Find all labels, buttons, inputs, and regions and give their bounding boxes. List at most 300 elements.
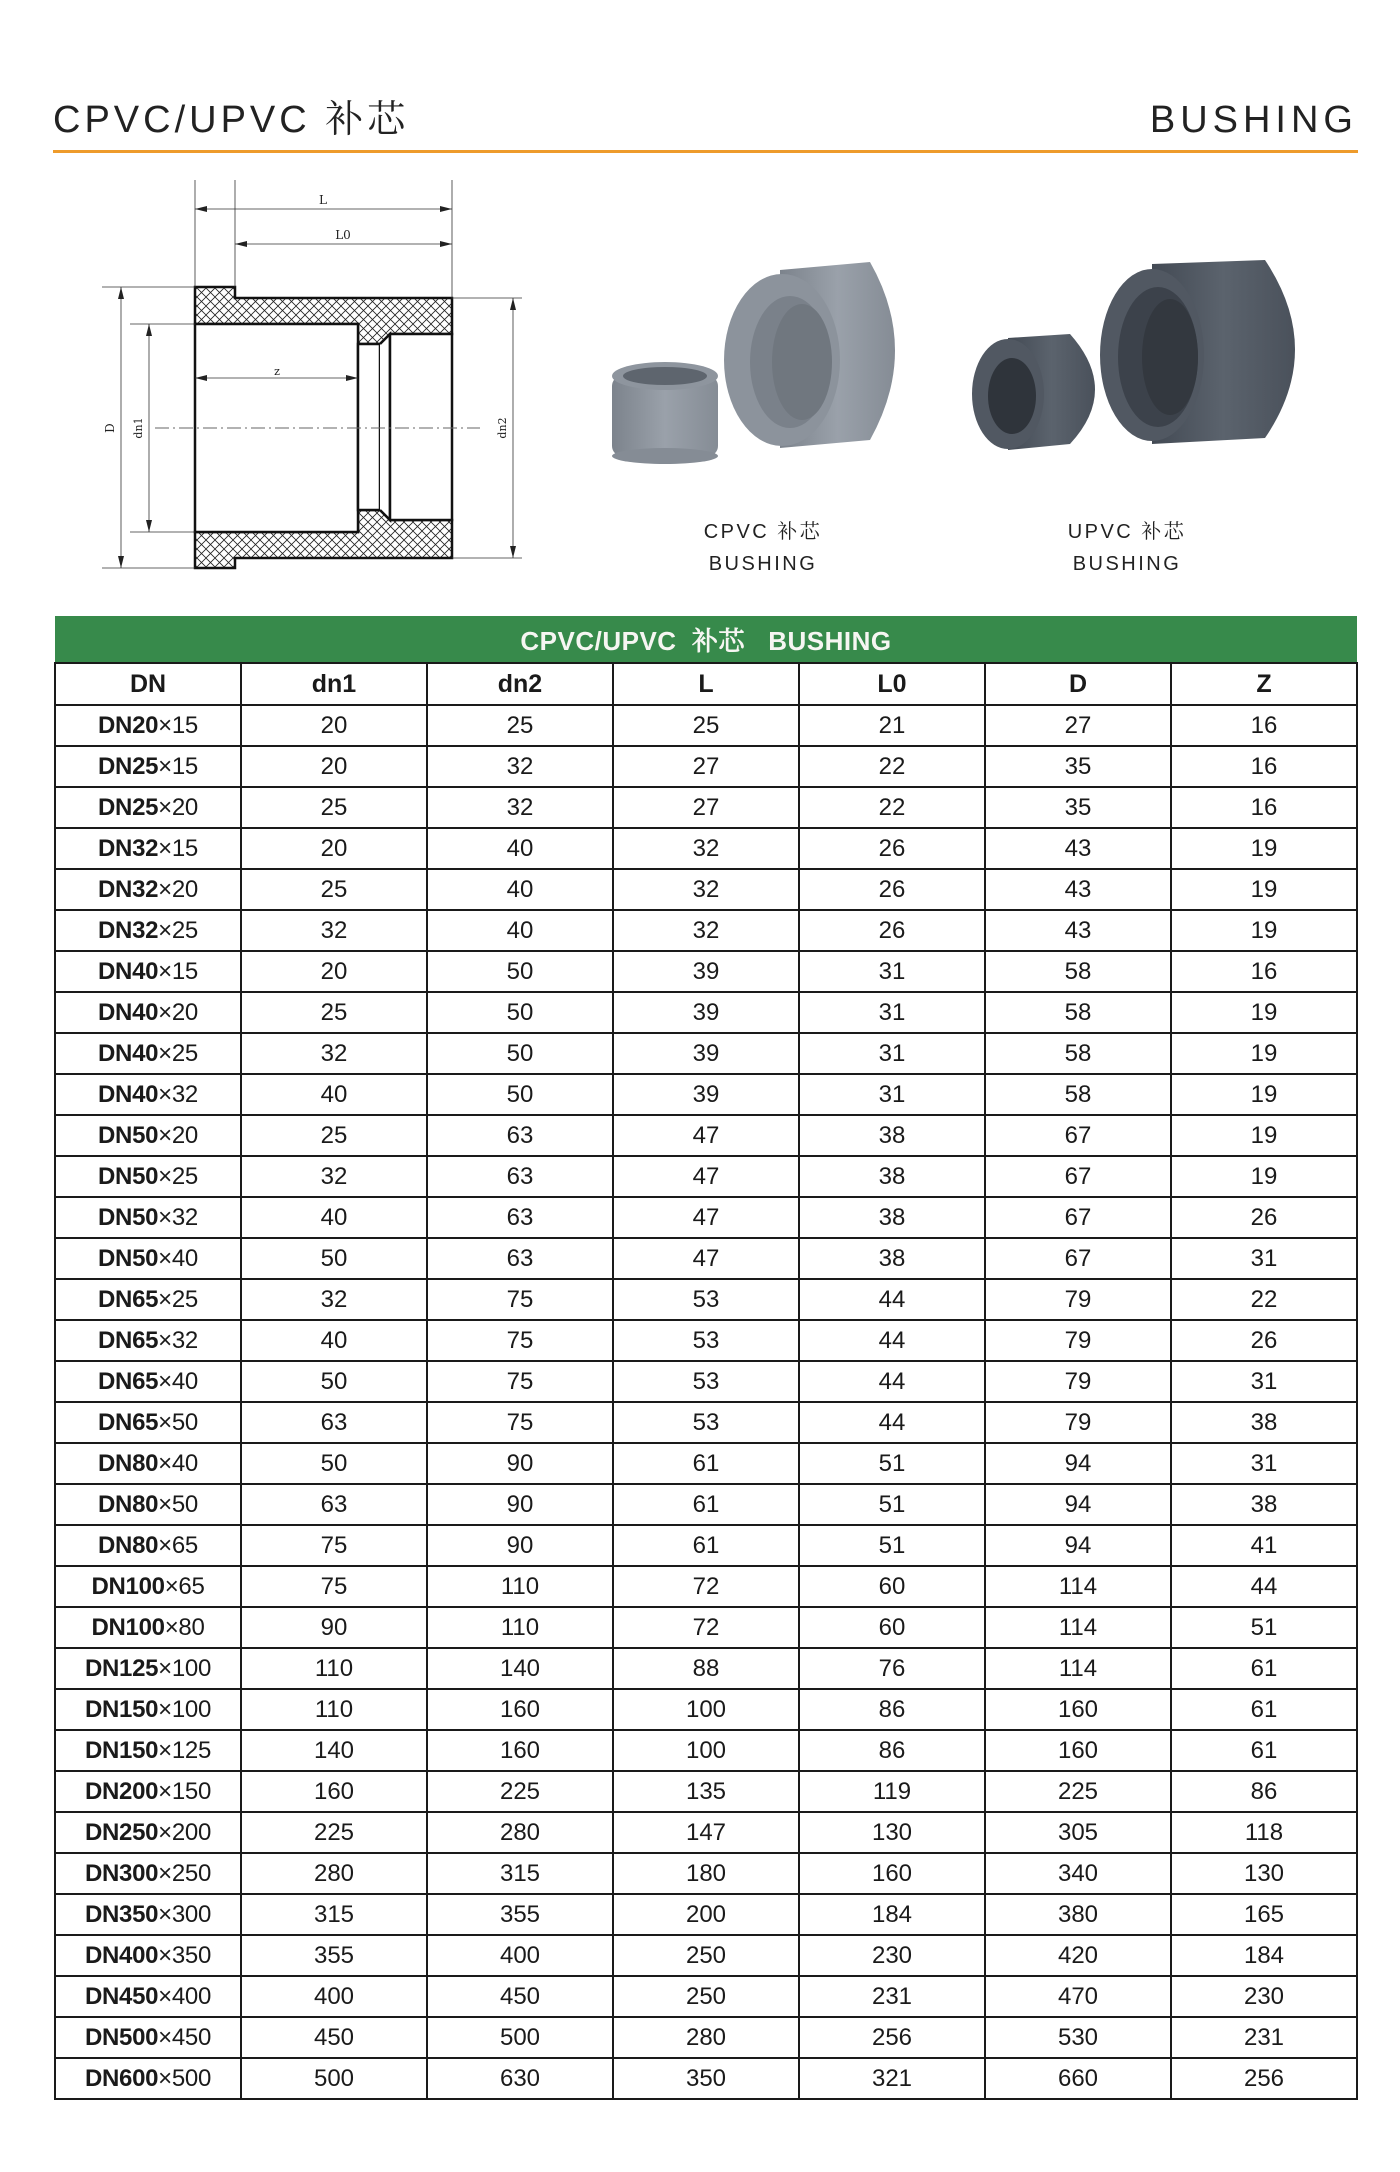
bore-chamfer bbox=[380, 334, 390, 520]
cell-z: 19 bbox=[1171, 828, 1357, 869]
page-title: CPVC/UPVC 补芯 bbox=[53, 99, 410, 141]
table-row bbox=[55, 869, 1357, 910]
dn-major: DN80 bbox=[98, 1531, 159, 1559]
upvc-caption-name-en: BUSHING bbox=[1072, 553, 1182, 575]
cell-l0: 26 bbox=[799, 828, 985, 869]
cell-z: 16 bbox=[1171, 787, 1357, 828]
cell-d: 58 bbox=[985, 951, 1171, 992]
cell-dn bbox=[55, 1525, 241, 1566]
dn-major: DN100 bbox=[91, 1572, 165, 1600]
cell-dn1: 75 bbox=[241, 1525, 427, 1566]
bushing-section-drawing bbox=[80, 180, 540, 580]
cell-dn1: 25 bbox=[241, 787, 427, 828]
table-row bbox=[55, 746, 1357, 787]
cell-dn2: 50 bbox=[427, 1033, 613, 1074]
cell-l: 135 bbox=[613, 1771, 799, 1812]
cell-l0: 44 bbox=[799, 1402, 985, 1443]
cell-dn1: 20 bbox=[241, 951, 427, 992]
upvc-large-bushing-image bbox=[1100, 260, 1295, 444]
dn-major: DN25 bbox=[98, 752, 159, 780]
dn-minor: ×32 bbox=[158, 1203, 198, 1231]
cell-dn2: 75 bbox=[427, 1320, 613, 1361]
cell-z: 19 bbox=[1171, 1033, 1357, 1074]
cell-d: 94 bbox=[985, 1443, 1171, 1484]
dn-minor: ×80 bbox=[164, 1613, 205, 1641]
cell-dn2: 630 bbox=[427, 2058, 613, 2099]
cell-d: 160 bbox=[985, 1689, 1171, 1730]
dn-major: DN80 bbox=[98, 1490, 159, 1518]
column-header-l0: L0 bbox=[799, 663, 985, 705]
dn-minor: ×300 bbox=[158, 1900, 212, 1928]
cell-dn1: 50 bbox=[241, 1238, 427, 1279]
cell-dn1: 75 bbox=[241, 1566, 427, 1607]
table-row bbox=[55, 1279, 1357, 1320]
dn-major: DN500 bbox=[84, 2023, 159, 2051]
table-row bbox=[55, 1771, 1357, 1812]
cell-dn1: 25 bbox=[241, 992, 427, 1033]
cell-l: 350 bbox=[613, 2058, 799, 2099]
dn-major: DN50 bbox=[98, 1162, 159, 1190]
dn-minor: ×25 bbox=[158, 1039, 198, 1067]
cell-dn2: 90 bbox=[427, 1525, 613, 1566]
cell-l: 47 bbox=[613, 1115, 799, 1156]
cell-l0: 26 bbox=[799, 869, 985, 910]
cell-dn2: 355 bbox=[427, 1894, 613, 1935]
cell-d: 67 bbox=[985, 1115, 1171, 1156]
cell-dn bbox=[55, 1033, 241, 1074]
dn-major: DN65 bbox=[98, 1285, 159, 1313]
title-divider bbox=[53, 150, 1358, 153]
cell-l: 39 bbox=[613, 951, 799, 992]
cell-dn bbox=[55, 1238, 241, 1279]
bore-step bbox=[358, 344, 380, 510]
table-row bbox=[55, 1853, 1357, 1894]
cell-d: 305 bbox=[985, 1812, 1171, 1853]
cell-dn1: 140 bbox=[241, 1730, 427, 1771]
cell-l0: 321 bbox=[799, 2058, 985, 2099]
cell-l: 72 bbox=[613, 1607, 799, 1648]
dn-major: DN65 bbox=[98, 1326, 159, 1354]
table-row bbox=[55, 1812, 1357, 1853]
cell-l: 200 bbox=[613, 1894, 799, 1935]
cell-dn2: 90 bbox=[427, 1443, 613, 1484]
cell-dn1: 32 bbox=[241, 910, 427, 951]
cell-z: 16 bbox=[1171, 951, 1357, 992]
cell-dn1: 20 bbox=[241, 828, 427, 869]
cell-dn1: 50 bbox=[241, 1361, 427, 1402]
cell-dn bbox=[55, 1976, 241, 2017]
dn-minor: ×100 bbox=[158, 1654, 212, 1682]
cell-d: 660 bbox=[985, 2058, 1171, 2099]
cell-l: 88 bbox=[613, 1648, 799, 1689]
dn-minor: ×65 bbox=[158, 1531, 198, 1559]
dn-minor: ×350 bbox=[158, 1941, 212, 1969]
cell-l0: 119 bbox=[799, 1771, 985, 1812]
cell-d: 114 bbox=[985, 1566, 1171, 1607]
cell-l0: 230 bbox=[799, 1935, 985, 1976]
cell-z: 256 bbox=[1171, 2058, 1357, 2099]
cell-l: 250 bbox=[613, 1935, 799, 1976]
dn-major: DN40 bbox=[98, 957, 159, 985]
cell-dn2: 63 bbox=[427, 1156, 613, 1197]
dn-major: DN50 bbox=[98, 1203, 159, 1231]
dn-major: DN50 bbox=[98, 1244, 159, 1272]
dn-minor: ×25 bbox=[158, 916, 198, 944]
column-header-dn: DN bbox=[55, 663, 241, 705]
upvc-product-caption bbox=[1068, 516, 1187, 580]
cell-l: 100 bbox=[613, 1689, 799, 1730]
dn-minor: ×40 bbox=[158, 1449, 198, 1477]
cell-dn bbox=[55, 1812, 241, 1853]
dn-minor: ×15 bbox=[158, 711, 198, 739]
dn-minor: ×50 bbox=[158, 1408, 198, 1436]
cell-dn bbox=[55, 1566, 241, 1607]
cell-dn1: 500 bbox=[241, 2058, 427, 2099]
cell-l0: 44 bbox=[799, 1320, 985, 1361]
cell-d: 43 bbox=[985, 869, 1171, 910]
cell-l0: 51 bbox=[799, 1525, 985, 1566]
cell-d: 79 bbox=[985, 1402, 1171, 1443]
cell-l: 72 bbox=[613, 1566, 799, 1607]
table-row bbox=[55, 1156, 1357, 1197]
cell-z: 16 bbox=[1171, 705, 1357, 746]
dn-minor: ×125 bbox=[158, 1736, 212, 1764]
cell-l0: 256 bbox=[799, 2017, 985, 2058]
cell-d: 27 bbox=[985, 705, 1171, 746]
dn-major: DN50 bbox=[98, 1121, 159, 1149]
cell-l: 53 bbox=[613, 1402, 799, 1443]
cell-dn2: 160 bbox=[427, 1689, 613, 1730]
cell-dn1: 40 bbox=[241, 1320, 427, 1361]
dn-major: DN200 bbox=[84, 1777, 159, 1805]
dim-label-z: z bbox=[274, 365, 280, 378]
dn-major: DN450 bbox=[84, 1982, 159, 2010]
cell-dn2: 50 bbox=[427, 992, 613, 1033]
cell-l: 250 bbox=[613, 1976, 799, 2017]
dn-minor: ×40 bbox=[158, 1367, 198, 1395]
table-row bbox=[55, 1648, 1357, 1689]
bore-dn2 bbox=[390, 334, 452, 520]
cell-l0: 60 bbox=[799, 1607, 985, 1648]
table-row bbox=[55, 1197, 1357, 1238]
cell-d: 43 bbox=[985, 910, 1171, 951]
cell-dn1: 50 bbox=[241, 1443, 427, 1484]
cell-z: 61 bbox=[1171, 1730, 1357, 1771]
cell-z: 184 bbox=[1171, 1935, 1357, 1976]
cell-l: 147 bbox=[613, 1812, 799, 1853]
table-banner-row bbox=[55, 616, 1357, 663]
cell-dn bbox=[55, 951, 241, 992]
page-title-english: BUSHING bbox=[1149, 99, 1358, 141]
dn-minor: ×20 bbox=[158, 1121, 198, 1149]
column-header-l: L bbox=[613, 663, 799, 705]
cell-dn bbox=[55, 1607, 241, 1648]
table-row bbox=[55, 1566, 1357, 1607]
cpvc-caption-name-en: BUSHING bbox=[708, 553, 818, 575]
cell-z: 31 bbox=[1171, 1443, 1357, 1484]
cell-l: 61 bbox=[613, 1525, 799, 1566]
cell-z: 165 bbox=[1171, 1894, 1357, 1935]
cpvc-caption-name: CPVC 补芯 bbox=[703, 521, 823, 543]
dim-label-D: D bbox=[103, 423, 117, 433]
cell-dn bbox=[55, 1894, 241, 1935]
cell-l: 53 bbox=[613, 1320, 799, 1361]
cell-d: 67 bbox=[985, 1238, 1171, 1279]
cell-dn1: 110 bbox=[241, 1689, 427, 1730]
cell-d: 58 bbox=[985, 1074, 1171, 1115]
cell-dn bbox=[55, 1771, 241, 1812]
cell-l0: 231 bbox=[799, 1976, 985, 2017]
cell-d: 79 bbox=[985, 1320, 1171, 1361]
table-row bbox=[55, 1443, 1357, 1484]
dn-minor: ×65 bbox=[164, 1572, 205, 1600]
cell-dn1: 450 bbox=[241, 2017, 427, 2058]
table-row bbox=[55, 1935, 1357, 1976]
upvc-caption-name: UPVC 补芯 bbox=[1067, 521, 1187, 543]
cell-d: 470 bbox=[985, 1976, 1171, 2017]
cell-dn2: 50 bbox=[427, 951, 613, 992]
dn-major: DN150 bbox=[84, 1736, 159, 1764]
dim-label-L0: L0 bbox=[335, 228, 351, 242]
cell-z: 44 bbox=[1171, 1566, 1357, 1607]
cell-dn1: 160 bbox=[241, 1771, 427, 1812]
cell-dn1: 280 bbox=[241, 1853, 427, 1894]
cell-dn2: 450 bbox=[427, 1976, 613, 2017]
cell-l: 25 bbox=[613, 705, 799, 746]
column-header-dn1: dn1 bbox=[241, 663, 427, 705]
cell-l0: 38 bbox=[799, 1238, 985, 1279]
dim-label-L: L bbox=[319, 193, 327, 207]
table-row bbox=[55, 1033, 1357, 1074]
dn-minor: ×15 bbox=[158, 834, 198, 862]
cell-dn bbox=[55, 1074, 241, 1115]
cell-l0: 130 bbox=[799, 1812, 985, 1853]
dn-minor: ×100 bbox=[158, 1695, 212, 1723]
cell-l0: 26 bbox=[799, 910, 985, 951]
cell-z: 19 bbox=[1171, 992, 1357, 1033]
table-row bbox=[55, 910, 1357, 951]
table-row bbox=[55, 828, 1357, 869]
cell-dn bbox=[55, 1648, 241, 1689]
dn-major: DN25 bbox=[98, 793, 159, 821]
cell-dn bbox=[55, 2017, 241, 2058]
cell-dn bbox=[55, 869, 241, 910]
cpvc-large-bushing-image bbox=[724, 262, 895, 448]
cell-dn2: 25 bbox=[427, 705, 613, 746]
dn-minor: ×450 bbox=[158, 2023, 212, 2051]
bushing-spec-table bbox=[54, 616, 1358, 2100]
cell-dn bbox=[55, 1935, 241, 1976]
cell-dn2: 75 bbox=[427, 1402, 613, 1443]
cell-l0: 31 bbox=[799, 1033, 985, 1074]
cell-z: 230 bbox=[1171, 1976, 1357, 2017]
dn-minor: ×25 bbox=[158, 1285, 198, 1313]
dn-major: DN32 bbox=[98, 875, 159, 903]
cell-dn1: 20 bbox=[241, 705, 427, 746]
cell-z: 61 bbox=[1171, 1689, 1357, 1730]
dn-minor: ×15 bbox=[158, 752, 198, 780]
cell-l0: 38 bbox=[799, 1197, 985, 1238]
table-row bbox=[55, 1115, 1357, 1156]
column-header-dn2: dn2 bbox=[427, 663, 613, 705]
dn-minor: ×32 bbox=[158, 1326, 198, 1354]
cell-l0: 22 bbox=[799, 787, 985, 828]
cell-l0: 31 bbox=[799, 992, 985, 1033]
cell-z: 51 bbox=[1171, 1607, 1357, 1648]
cell-dn2: 40 bbox=[427, 910, 613, 951]
dn-major: DN40 bbox=[98, 1039, 159, 1067]
cell-dn bbox=[55, 1484, 241, 1525]
cell-l0: 38 bbox=[799, 1156, 985, 1197]
cell-d: 114 bbox=[985, 1648, 1171, 1689]
cell-dn1: 355 bbox=[241, 1935, 427, 1976]
cell-d: 79 bbox=[985, 1361, 1171, 1402]
cell-dn bbox=[55, 1730, 241, 1771]
cell-d: 35 bbox=[985, 787, 1171, 828]
cell-d: 67 bbox=[985, 1156, 1171, 1197]
cell-dn bbox=[55, 1402, 241, 1443]
dn-major: DN150 bbox=[84, 1695, 159, 1723]
dn-major: DN40 bbox=[98, 998, 159, 1026]
dn-minor: ×150 bbox=[158, 1777, 212, 1805]
dn-major: DN400 bbox=[84, 1941, 159, 1969]
cell-dn bbox=[55, 1279, 241, 1320]
dn-major: DN100 bbox=[91, 1613, 165, 1641]
cell-d: 420 bbox=[985, 1935, 1171, 1976]
cell-dn2: 110 bbox=[427, 1566, 613, 1607]
cell-z: 31 bbox=[1171, 1361, 1357, 1402]
cell-dn1: 20 bbox=[241, 746, 427, 787]
cell-d: 79 bbox=[985, 1279, 1171, 1320]
cell-z: 19 bbox=[1171, 1074, 1357, 1115]
dn-minor: ×500 bbox=[158, 2064, 212, 2092]
cell-l: 53 bbox=[613, 1279, 799, 1320]
cell-dn2: 280 bbox=[427, 1812, 613, 1853]
cell-dn bbox=[55, 910, 241, 951]
cell-l0: 184 bbox=[799, 1894, 985, 1935]
cell-dn1: 315 bbox=[241, 1894, 427, 1935]
dn-minor: ×15 bbox=[158, 957, 198, 985]
cell-dn2: 110 bbox=[427, 1607, 613, 1648]
cell-l: 100 bbox=[613, 1730, 799, 1771]
cell-z: 26 bbox=[1171, 1320, 1357, 1361]
dn-minor: ×32 bbox=[158, 1080, 198, 1108]
cell-z: 130 bbox=[1171, 1853, 1357, 1894]
cell-dn1: 32 bbox=[241, 1033, 427, 1074]
upvc-small-bushing-image bbox=[972, 334, 1095, 450]
cell-l0: 44 bbox=[799, 1361, 985, 1402]
cell-z: 26 bbox=[1171, 1197, 1357, 1238]
cell-dn1: 32 bbox=[241, 1156, 427, 1197]
cell-dn bbox=[55, 1689, 241, 1730]
column-header-z: Z bbox=[1171, 663, 1357, 705]
cell-dn1: 110 bbox=[241, 1648, 427, 1689]
table-row bbox=[55, 1894, 1357, 1935]
cell-z: 16 bbox=[1171, 746, 1357, 787]
cell-dn2: 40 bbox=[427, 869, 613, 910]
cell-l: 47 bbox=[613, 1197, 799, 1238]
cell-l0: 86 bbox=[799, 1689, 985, 1730]
cell-l: 47 bbox=[613, 1238, 799, 1279]
cell-dn1: 40 bbox=[241, 1074, 427, 1115]
cell-l: 39 bbox=[613, 1033, 799, 1074]
cell-dn2: 160 bbox=[427, 1730, 613, 1771]
cell-l0: 51 bbox=[799, 1443, 985, 1484]
cell-d: 58 bbox=[985, 992, 1171, 1033]
dn-minor: ×50 bbox=[158, 1490, 198, 1518]
cell-dn1: 90 bbox=[241, 1607, 427, 1648]
dn-major: DN350 bbox=[84, 1900, 159, 1928]
cell-dn bbox=[55, 1115, 241, 1156]
cell-l: 280 bbox=[613, 2017, 799, 2058]
cell-dn bbox=[55, 1853, 241, 1894]
dn-minor: ×20 bbox=[158, 793, 198, 821]
cell-dn2: 63 bbox=[427, 1197, 613, 1238]
cell-l0: 76 bbox=[799, 1648, 985, 1689]
cell-z: 86 bbox=[1171, 1771, 1357, 1812]
table-row bbox=[55, 1730, 1357, 1771]
cell-d: 380 bbox=[985, 1894, 1171, 1935]
cell-dn bbox=[55, 1320, 241, 1361]
cell-d: 225 bbox=[985, 1771, 1171, 1812]
table-row bbox=[55, 1484, 1357, 1525]
cell-l0: 160 bbox=[799, 1853, 985, 1894]
cell-dn bbox=[55, 746, 241, 787]
table-row bbox=[55, 1976, 1357, 2017]
cell-l: 180 bbox=[613, 1853, 799, 1894]
cell-z: 41 bbox=[1171, 1525, 1357, 1566]
cell-dn bbox=[55, 2058, 241, 2099]
table-row bbox=[55, 1402, 1357, 1443]
cell-l: 39 bbox=[613, 992, 799, 1033]
cell-z: 19 bbox=[1171, 869, 1357, 910]
cell-d: 58 bbox=[985, 1033, 1171, 1074]
cell-dn bbox=[55, 1361, 241, 1402]
cell-dn1: 32 bbox=[241, 1279, 427, 1320]
column-header-d: D bbox=[985, 663, 1171, 705]
cell-l0: 31 bbox=[799, 1074, 985, 1115]
cell-l0: 38 bbox=[799, 1115, 985, 1156]
cell-dn1: 400 bbox=[241, 1976, 427, 2017]
cell-dn2: 400 bbox=[427, 1935, 613, 1976]
cell-dn2: 40 bbox=[427, 828, 613, 869]
cell-dn2: 32 bbox=[427, 787, 613, 828]
table-row bbox=[55, 787, 1357, 828]
dn-minor: ×20 bbox=[158, 998, 198, 1026]
cell-l: 27 bbox=[613, 746, 799, 787]
dn-major: DN32 bbox=[98, 834, 159, 862]
cell-dn1: 25 bbox=[241, 869, 427, 910]
table-row bbox=[55, 992, 1357, 1033]
dn-major: DN32 bbox=[98, 916, 159, 944]
table-row bbox=[55, 1525, 1357, 1566]
table-row bbox=[55, 1074, 1357, 1115]
cell-l0: 22 bbox=[799, 746, 985, 787]
cell-l0: 51 bbox=[799, 1484, 985, 1525]
dn-major: DN600 bbox=[84, 2064, 159, 2092]
cell-z: 19 bbox=[1171, 1156, 1357, 1197]
dn-major: DN80 bbox=[98, 1449, 159, 1477]
cell-l0: 31 bbox=[799, 951, 985, 992]
cell-dn2: 63 bbox=[427, 1238, 613, 1279]
cell-l: 32 bbox=[613, 869, 799, 910]
cell-l: 32 bbox=[613, 828, 799, 869]
cell-d: 114 bbox=[985, 1607, 1171, 1648]
cell-z: 19 bbox=[1171, 910, 1357, 951]
table-row bbox=[55, 2058, 1357, 2099]
cell-z: 38 bbox=[1171, 1402, 1357, 1443]
cell-l: 47 bbox=[613, 1156, 799, 1197]
